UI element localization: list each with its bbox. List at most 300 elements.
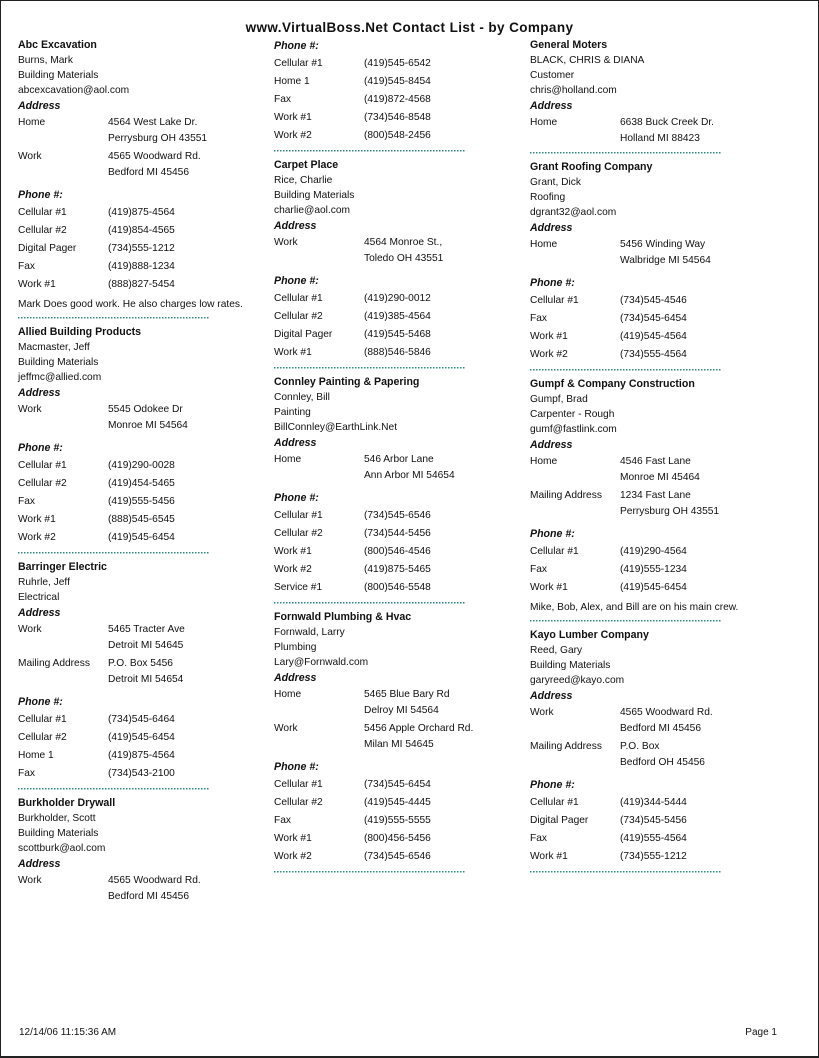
phone-label: Cellular #1 [274, 779, 323, 790]
address-row [274, 687, 514, 719]
address-line: P.O. Box [620, 741, 660, 752]
address-row [18, 656, 258, 688]
phone-number: (419)385-4564 [364, 311, 431, 322]
phone-label: Work #2 [530, 349, 568, 360]
address-value [620, 705, 713, 737]
phone-number: (734)544-5456 [364, 528, 431, 539]
phone-label: Cellular #1 [274, 293, 323, 304]
address-line: Walbridge MI 54564 [620, 255, 711, 266]
address-heading: Address [530, 439, 573, 451]
address-line: 5456 Apple Orchard Rd. [364, 723, 474, 734]
phone-label: Work #1 [274, 833, 312, 844]
address-heading: Address [530, 100, 573, 112]
phone-row [530, 794, 770, 812]
phone-row [274, 543, 514, 561]
address-value [108, 656, 183, 688]
phone-number: (419)290-4564 [620, 546, 687, 557]
phone-row [530, 292, 770, 310]
phone-row [18, 529, 258, 547]
address-value [108, 115, 207, 147]
address-value [364, 721, 473, 753]
category: Building Materials [18, 828, 99, 839]
phone-number: (419)545-6454 [108, 532, 175, 543]
address-line: 4546 Fast Lane [620, 456, 691, 467]
phone-heading: Phone #: [530, 779, 575, 791]
phone-number: (734)555-1212 [108, 243, 175, 254]
phone-row [274, 127, 514, 145]
address-line: 1234 Fast Lane [620, 490, 691, 501]
report-title: www.VirtualBoss.Net Contact List - by Company [245, 20, 574, 35]
category: Building Materials [18, 357, 99, 368]
phone-label: Fax [530, 313, 547, 324]
phone-heading: Phone #: [530, 528, 575, 540]
contact-block [274, 38, 514, 156]
phone-row [274, 830, 514, 848]
address-value [108, 622, 185, 654]
address-value [620, 454, 700, 486]
phone-label: Work #1 [530, 851, 568, 862]
phone-row [18, 258, 258, 276]
separator-line [274, 598, 466, 608]
phone-label: Cellular #2 [18, 225, 67, 236]
column-1 [18, 38, 258, 905]
phone-label: Home 1 [274, 76, 310, 87]
phone-heading: Phone #: [274, 492, 319, 504]
address-heading: Address [274, 437, 317, 449]
phone-label: Fax [274, 815, 291, 826]
email: scottburk@aol.com [18, 843, 106, 854]
phone-number: (419)875-4564 [108, 750, 175, 761]
separator-line [274, 146, 466, 156]
email: Lary@Fornwald.com [274, 657, 369, 668]
category: Building Materials [18, 70, 99, 81]
phone-heading: Phone #: [530, 277, 575, 289]
address-row [530, 115, 770, 147]
email: abcexcavation@aol.com [18, 85, 130, 96]
contact-block [530, 38, 770, 158]
phone-heading: Phone #: [274, 275, 319, 287]
phone-label: Work #1 [274, 546, 312, 557]
phone-label: Work #1 [18, 514, 56, 525]
address-label: Home [274, 454, 302, 465]
phone-number: (734)545-6454 [364, 779, 431, 790]
separator-line [274, 867, 466, 877]
phone-number: (734)555-4564 [620, 349, 687, 360]
phone-label: Work #1 [274, 347, 312, 358]
contact-name: Fornwald, Larry [274, 627, 345, 638]
phone-number: (419)290-0012 [364, 293, 431, 304]
phone-heading: Phone #: [18, 696, 63, 708]
address-value [620, 739, 705, 771]
phone-number: (734)546-8548 [364, 112, 431, 123]
address-value [620, 488, 719, 520]
contact-block [18, 796, 258, 905]
address-value [108, 149, 201, 181]
phone-label: Cellular #2 [274, 311, 323, 322]
address-row [18, 402, 258, 434]
address-row [18, 115, 258, 147]
phone-row [530, 812, 770, 830]
phone-number: (734)545-6464 [108, 714, 175, 725]
contact-name: Ruhrle, Jeff [18, 577, 70, 588]
phone-row [274, 579, 514, 597]
phone-label: Fax [274, 94, 291, 105]
phone-row [18, 204, 258, 222]
phone-row [530, 579, 770, 597]
phone-label: Fax [530, 564, 547, 575]
column-2 [274, 38, 514, 879]
phone-number: (419)888-1234 [108, 261, 175, 272]
separator-line [530, 148, 722, 158]
contact-block [18, 38, 258, 323]
contact-block [274, 158, 514, 373]
address-label: Work [18, 404, 42, 415]
phone-row [274, 73, 514, 91]
address-heading: Address [18, 100, 61, 112]
address-label: Work [18, 151, 42, 162]
phone-label: Cellular #2 [274, 528, 323, 539]
company-name: Allied Building Products [18, 326, 142, 338]
phone-label: Cellular #1 [18, 207, 67, 218]
phone-row [18, 765, 258, 783]
column-3 [530, 38, 770, 879]
address-line: 546 Arbor Lane [364, 454, 434, 465]
phone-row [18, 711, 258, 729]
address-line: Bedford MI 45456 [620, 723, 701, 734]
phone-label: Work #2 [274, 564, 312, 575]
address-row [18, 149, 258, 181]
phone-label: Fax [18, 261, 35, 272]
address-label: Home [530, 117, 558, 128]
address-heading: Address [18, 607, 61, 619]
phone-row [530, 346, 770, 364]
phone-label: Work #2 [274, 130, 312, 141]
contact-name: Burns, Mark [18, 55, 73, 66]
phone-row [274, 561, 514, 579]
address-label: Home [530, 239, 558, 250]
address-heading: Address [274, 220, 317, 232]
phone-heading: Phone #: [274, 761, 319, 773]
contact-name: Gumpf, Brad [530, 394, 588, 405]
phone-number: (734)545-6454 [620, 313, 687, 324]
address-label: Work [530, 707, 554, 718]
address-heading: Address [18, 858, 61, 870]
phone-row [274, 326, 514, 344]
phone-label: Fax [18, 768, 35, 779]
email: charlie@aol.com [274, 205, 351, 216]
company-name: Kayo Lumber Company [530, 629, 649, 641]
address-row [274, 452, 514, 484]
address-label: Work [18, 624, 42, 635]
address-line: Bedford OH 45456 [620, 757, 705, 768]
phone-label: Fax [18, 496, 35, 507]
separator-line [18, 313, 210, 323]
phone-label: Home 1 [18, 750, 54, 761]
contact-block [274, 610, 514, 877]
phone-label: Digital Pager [274, 329, 333, 340]
category: Building Materials [274, 190, 355, 201]
separator-line [274, 363, 466, 373]
address-line: 4565 Woodward Rd. [108, 875, 201, 886]
email: gumf@fastlink.com [530, 424, 617, 435]
address-label: Mailing Address [530, 490, 602, 501]
address-line: Bedford MI 45456 [108, 891, 189, 902]
company-name: Carpet Place [274, 159, 339, 171]
address-line: Perrysburg OH 43551 [620, 506, 720, 517]
phone-number: (888)827-5454 [108, 279, 175, 290]
phone-number: (419)454-5465 [108, 478, 175, 489]
phone-label: Work #1 [530, 582, 568, 593]
phone-row [274, 848, 514, 866]
phone-label: Work #2 [274, 851, 312, 862]
phone-number: (800)546-5548 [364, 582, 431, 593]
company-name: General Moters [530, 39, 608, 51]
address-label: Work [274, 237, 298, 248]
address-heading: Address [18, 387, 61, 399]
address-value [620, 115, 714, 147]
phone-label: Cellular #1 [274, 58, 323, 69]
separator-line [18, 784, 210, 794]
phone-row [18, 240, 258, 258]
phone-number: (888)546-5846 [364, 347, 431, 358]
phone-row [274, 55, 514, 73]
phone-number: (734)545-5456 [620, 815, 687, 826]
email: dgrant32@aol.com [530, 207, 617, 218]
phone-row [274, 507, 514, 525]
phone-label: Cellular #1 [530, 546, 579, 557]
phone-label: Digital Pager [530, 815, 589, 826]
address-line: Monroe MI 54564 [108, 420, 188, 431]
address-line: Holland MI 88423 [620, 133, 700, 144]
phone-row [18, 729, 258, 747]
phone-row [18, 493, 258, 511]
address-heading: Address [530, 690, 573, 702]
address-line: 5465 Tracter Ave [108, 624, 185, 635]
address-line: 5545 Odokee Dr [108, 404, 183, 415]
phone-row [274, 344, 514, 362]
separator-line [530, 616, 722, 626]
company-name: Burkholder Drywall [18, 797, 116, 809]
company-name: Connley Painting & Papering [274, 376, 420, 388]
address-line: 4565 Woodward Rd. [620, 707, 713, 718]
phone-number: (419)545-6542 [364, 58, 431, 69]
phone-number: (734)545-4546 [620, 295, 687, 306]
contact-name: BLACK, CHRIS & DIANA [530, 55, 645, 66]
phone-number: (419)545-4445 [364, 797, 431, 808]
separator-line [530, 365, 722, 375]
category: Painting [274, 407, 311, 418]
address-line: 4564 Monroe St., [364, 237, 443, 248]
address-value [364, 235, 443, 267]
address-line: 5456 Winding Way [620, 239, 706, 250]
phone-number: (734)545-6546 [364, 851, 431, 862]
phone-row [530, 328, 770, 346]
phone-row [274, 525, 514, 543]
phone-number: (419)545-8454 [364, 76, 431, 87]
phone-row [530, 830, 770, 848]
phone-row [274, 290, 514, 308]
phone-number: (419)290-0028 [108, 460, 175, 471]
print-timestamp: 12/14/06 11:15:36 AM [19, 1027, 117, 1038]
address-label: Work [18, 875, 42, 886]
address-value [364, 452, 455, 484]
phone-number: (419)875-4564 [108, 207, 175, 218]
phone-label: Cellular #2 [18, 732, 67, 743]
page-number: Page 1 [745, 1027, 777, 1038]
address-line: Monroe MI 45464 [620, 472, 700, 483]
phone-label: Work #2 [18, 532, 56, 543]
separator-line [18, 548, 210, 558]
address-label: Home [530, 456, 558, 467]
address-row [18, 873, 258, 905]
phone-heading: Phone #: [18, 442, 63, 454]
category: Carpenter - Rough [530, 409, 615, 420]
phone-row [274, 109, 514, 127]
company-name: Grant Roofing Company [530, 161, 653, 173]
phone-row [18, 747, 258, 765]
phone-label: Cellular #1 [18, 460, 67, 471]
address-label: Mailing Address [530, 741, 602, 752]
phone-heading: Phone #: [18, 189, 63, 201]
contact-block [18, 325, 258, 558]
contact-note: Mark Does good work. He also charges low rates. [18, 299, 243, 310]
phone-number: (419)344-5444 [620, 797, 687, 808]
category: Building Materials [530, 660, 611, 671]
address-row [274, 721, 514, 753]
company-name: Barringer Electric [18, 561, 107, 573]
address-row [274, 235, 514, 267]
category: Electrical [18, 592, 60, 603]
phone-label: Work #1 [530, 331, 568, 342]
contact-block [530, 377, 770, 626]
address-label: Work [274, 723, 298, 734]
address-value [108, 402, 188, 434]
phone-number: (419)545-6454 [620, 582, 687, 593]
address-row [530, 705, 770, 737]
address-row [18, 622, 258, 654]
address-line: 4564 West Lake Dr. [108, 117, 198, 128]
address-line: 4565 Woodward Rd. [108, 151, 201, 162]
phone-row [274, 91, 514, 109]
address-label: Home [274, 689, 302, 700]
phone-row [530, 561, 770, 579]
phone-number: (419)872-4568 [364, 94, 431, 105]
contact-block [530, 160, 770, 375]
phone-label: Cellular #1 [18, 714, 67, 725]
address-label: Mailing Address [18, 658, 90, 669]
address-line: 5465 Blue Bary Rd [364, 689, 450, 700]
phone-number: (419)555-5555 [364, 815, 431, 826]
company-name: Gumpf & Company Construction [530, 378, 695, 390]
address-line: Detroit MI 54645 [108, 640, 184, 651]
phone-number: (419)875-5465 [364, 564, 431, 575]
address-line: Perrysburg OH 43551 [108, 133, 208, 144]
phone-label: Cellular #1 [274, 510, 323, 521]
phone-row [274, 308, 514, 326]
address-line: Milan MI 54645 [364, 739, 434, 750]
phone-row [530, 543, 770, 561]
phone-row [274, 812, 514, 830]
address-line: P.O. Box 5456 [108, 658, 173, 669]
contact-name: Burkholder, Scott [18, 813, 96, 824]
contact-block [274, 375, 514, 608]
phone-heading: Phone #: [274, 40, 319, 52]
email: BillConnley@EarthLink.Net [274, 422, 398, 433]
contact-name: Connley, Bill [274, 392, 330, 403]
address-line: Toledo OH 43551 [364, 253, 444, 264]
phone-number: (734)543-2100 [108, 768, 175, 779]
address-value [364, 687, 450, 719]
phone-label: Fax [530, 833, 547, 844]
address-heading: Address [274, 672, 317, 684]
address-line: Bedford MI 45456 [108, 167, 189, 178]
category: Plumbing [274, 642, 317, 653]
phone-number: (734)555-1212 [620, 851, 687, 862]
phone-label: Service #1 [274, 582, 323, 593]
company-name: Abc Excavation [18, 39, 97, 51]
phone-number: (419)545-6454 [108, 732, 175, 743]
phone-number: (800)548-2456 [364, 130, 431, 141]
phone-row [274, 794, 514, 812]
phone-number: (800)456-5456 [364, 833, 431, 844]
phone-row [18, 457, 258, 475]
address-value [108, 873, 201, 905]
address-value [620, 237, 711, 269]
contact-note: Mike, Bob, Alex, and Bill are on his main crew. [530, 602, 739, 613]
address-row [530, 488, 770, 520]
contact-name: Macmaster, Jeff [18, 342, 90, 353]
contact-block [18, 560, 258, 794]
phone-row [18, 222, 258, 240]
phone-row [18, 511, 258, 529]
phone-number: (419)854-4565 [108, 225, 175, 236]
address-line: 6638 Buck Creek Dr. [620, 117, 714, 128]
phone-row [18, 276, 258, 294]
phone-label: Cellular #2 [274, 797, 323, 808]
phone-row [530, 848, 770, 866]
address-row [530, 237, 770, 269]
email: chris@holland.com [530, 85, 617, 96]
email: jeffmc@allied.com [18, 372, 102, 383]
phone-number: (419)555-5456 [108, 496, 175, 507]
phone-row [18, 475, 258, 493]
address-line: Ann Arbor MI 54654 [364, 470, 455, 481]
company-name: Fornwald Plumbing & Hvac [274, 611, 412, 623]
contact-block [530, 628, 770, 877]
phone-row [530, 310, 770, 328]
contact-name: Reed, Gary [530, 645, 583, 656]
email: garyreed@kayo.com [530, 675, 625, 686]
phone-number: (419)545-5468 [364, 329, 431, 340]
phone-label: Digital Pager [18, 243, 77, 254]
phone-label: Work #1 [18, 279, 56, 290]
phone-label: Cellular #2 [18, 478, 67, 489]
contact-name: Rice, Charlie [274, 175, 333, 186]
phone-number: (419)555-1234 [620, 564, 687, 575]
address-label: Home [18, 117, 46, 128]
contact-name: Grant, Dick [530, 177, 581, 188]
phone-number: (419)545-4564 [620, 331, 687, 342]
phone-number: (734)545-6546 [364, 510, 431, 521]
phone-label: Cellular #1 [530, 295, 579, 306]
address-line: Delroy MI 54564 [364, 705, 439, 716]
separator-line [530, 867, 722, 877]
phone-number: (888)545-6545 [108, 514, 175, 525]
phone-number: (419)555-4564 [620, 833, 687, 844]
phone-number: (800)546-4546 [364, 546, 431, 557]
category: Customer [530, 70, 575, 81]
phone-label: Work #1 [274, 112, 312, 123]
